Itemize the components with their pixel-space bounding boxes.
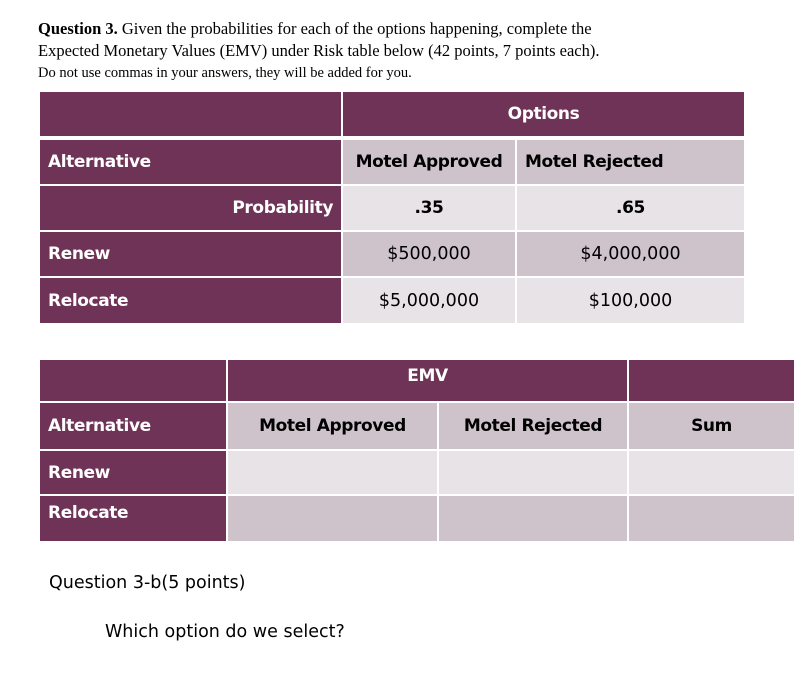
emv-col-sum: Sum — [629, 403, 794, 449]
col-motel-approved: Motel Approved — [343, 140, 515, 184]
emv-table-corner — [40, 360, 226, 401]
payoff-table-corner — [40, 92, 341, 136]
prob-approved: .35 — [343, 186, 515, 230]
emv-header: EMV — [228, 360, 627, 401]
question-line-1-text: Given the probabilities for each of the options happening, complete the — [117, 19, 592, 38]
emv-renew-sum-input[interactable] — [629, 451, 794, 494]
question-line-2: Expected Monetary Values (EMV) under Risk table below (42 points, 7 points each). — [38, 41, 600, 60]
probability-label: Probability — [40, 186, 341, 230]
relocate-rejected-value: $100,000 — [517, 278, 744, 323]
emv-col-motel-approved: Motel Approved — [228, 403, 437, 449]
emv-renew-approved-input[interactable] — [228, 451, 437, 494]
relocate-approved-value: $5,000,000 — [343, 278, 515, 323]
emv-relocate-sum-input[interactable] — [629, 496, 794, 541]
row-label-renew: Renew — [40, 232, 341, 276]
emv-row-label-relocate: Relocate — [40, 496, 226, 541]
emv-relocate-approved-input[interactable] — [228, 496, 437, 541]
col-motel-rejected: Motel Rejected — [517, 140, 744, 184]
emv-alternative-header: Alternative — [40, 403, 226, 449]
renew-approved-value: $500,000 — [343, 232, 515, 276]
options-header: Options — [343, 92, 744, 136]
emv-renew-rejected-input[interactable] — [439, 451, 627, 494]
emv-relocate-rejected-input[interactable] — [439, 496, 627, 541]
emv-col-motel-rejected: Motel Rejected — [439, 403, 627, 449]
select-option-prompt: Which option do we select? — [105, 622, 345, 642]
prob-rejected: .65 — [517, 186, 744, 230]
renew-rejected-value: $4,000,000 — [517, 232, 744, 276]
row-label-relocate: Relocate — [40, 278, 341, 323]
question-line-1 — [38, 18, 778, 40]
question-text — [38, 18, 778, 84]
emv-header-blank — [629, 360, 794, 401]
subquestion-label: Question 3-b(5 points) — [49, 573, 246, 593]
alternative-header: Alternative — [40, 140, 341, 184]
question-line-3: Do not use commas in your answers, they will be added for you. — [38, 65, 412, 81]
question-number: Question 3. — [38, 19, 118, 38]
emv-row-label-renew: Renew — [40, 451, 226, 494]
